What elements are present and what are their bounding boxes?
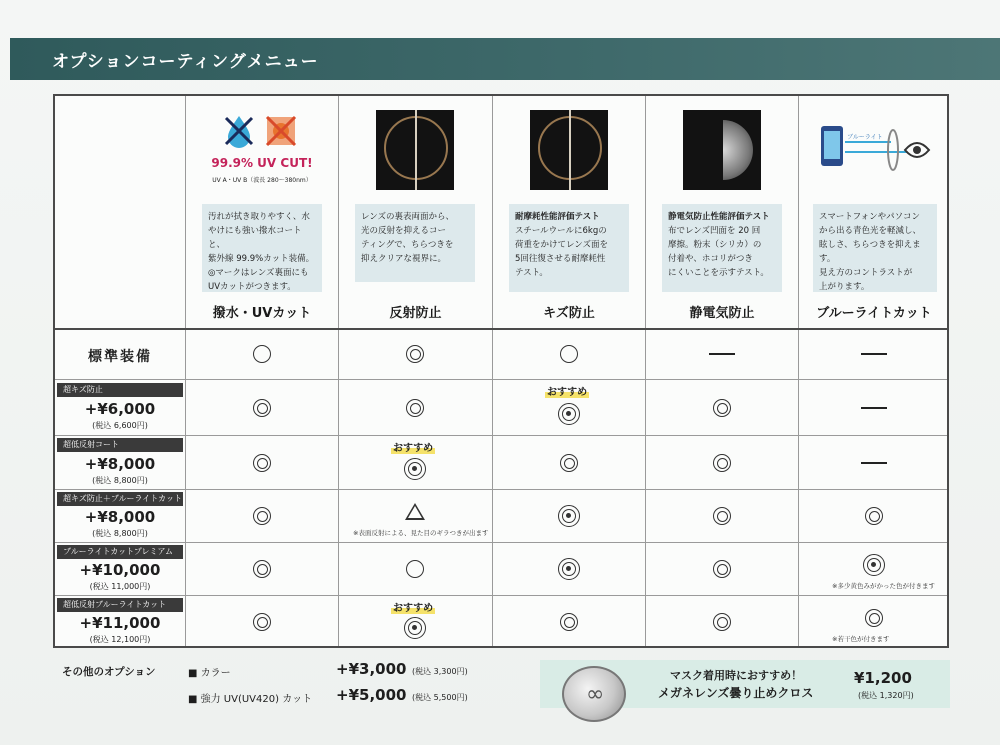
option-price: +¥6,000 [84,400,156,418]
desc-line: 荷重をかけてレンズ面を [515,240,609,250]
triple-circle-mark [558,403,580,425]
promo-price: ¥1,200 [854,669,912,687]
not-available-dash [861,407,887,409]
feature-header-scratch-resistance [493,96,645,328]
feature-label: 反射防止 [389,306,442,321]
desc-line: ティングで、ちらつきを [361,240,454,250]
page-title: オプションコーティングメニュー [10,38,1000,80]
double-circle-mark [253,560,271,578]
desc-line: 5回往復させる耐摩耗性 [515,254,606,264]
option-name: 超低反射ブルーライトカット [57,598,183,612]
water-drop-crossed-icon [222,114,256,148]
recommend-tag: おすすめ [545,383,589,398]
phone-eye-icon [819,122,931,178]
double-circle-mark [865,507,883,525]
double-circle-mark [713,613,731,631]
option-price: +¥8,000 [84,508,156,526]
option-name: 超キズ防止 [57,383,183,397]
not-available-dash [861,353,887,355]
desc-heading: 静電気防止性能評価テスト [668,212,770,222]
option-name: 超キズ防止＋ブルーライトカット [57,492,183,506]
feature-label: 静電気防止 [689,306,755,321]
feature-description [509,204,629,292]
desc-line: 抑えクリアな視界に。 [361,254,447,264]
desc-line: レンズの裏表両面から、 [361,212,455,222]
cell-note: ※多少黄色みがかった色が付きます [832,582,935,590]
feature-header-antistatic [646,96,798,328]
single-circle-mark [406,560,424,578]
desc-line: 見え方のコントラストが [819,268,913,278]
feature-description [813,204,937,292]
double-circle-mark [406,399,424,417]
lens-photo [530,110,608,190]
promo-line2: メガネレンズ曇り止めクロス [658,686,814,700]
desc-line: 上がります。 [819,282,870,292]
desc-line: テスト。 [515,268,548,278]
recommend-tag: おすすめ [391,599,435,614]
lens-photo [683,110,761,190]
option-price: +¥10,000 [79,561,161,579]
triple-circle-mark [558,505,580,527]
desc-line: スチールウールに6kgの [515,226,607,236]
feature-label: キズ防止 [543,306,595,321]
not-available-dash [861,462,887,464]
other-options-label: その他のオプション [62,666,156,678]
option-tax: (税込 6,600円) [92,421,148,430]
double-circle-mark [253,454,271,472]
blue-light-tag: ブルーライト [847,134,883,141]
cloth-case-icon: ∞ [562,666,626,722]
desc-line: 摩擦。粉末（シリカ）の [668,240,762,250]
coating-table [53,94,949,648]
feature-header-anti-reflection [339,96,492,328]
double-circle-mark [713,454,731,472]
double-circle-mark [865,609,883,627]
desc-line: 布でレンズ凹面を 20 回 [668,226,761,236]
triple-circle-mark [558,558,580,580]
grid-line [55,489,947,490]
cell-note: ※表面反射による、見た目のギラつきが出ます [353,529,489,537]
desc-line: スマートフォンやパソコン [819,212,920,222]
feature-header-water-repellent [186,96,338,328]
double-circle-mark [713,507,731,525]
triple-circle-mark [404,458,426,480]
triple-circle-mark [404,617,426,639]
footer-item-tax: (税込 5,500円) [412,693,468,702]
desc-heading: 耐摩耗性能評価テスト [515,212,600,222]
double-circle-mark [560,454,578,472]
grid-line [55,435,947,436]
feature-description [202,204,322,292]
option-name: 超低反射コート [57,438,183,452]
uv-sun-crossed-icon [264,114,298,148]
desc-line: 眩しさ、ちらつきを抑えます。 [819,240,921,264]
double-circle-mark [253,399,271,417]
double-circle-mark [713,560,731,578]
option-price: +¥11,000 [79,614,161,632]
uv-cut-badge: 99.9% UV CUT! [211,156,313,170]
option-price: +¥8,000 [84,455,156,473]
desc-line: 紫外線 99.9%カット装備。 [208,254,315,264]
grid-line [55,542,947,543]
grid-line [55,379,947,380]
option-tax: (税込 11,000円) [89,582,151,591]
desc-line: UVカットがつきます。 [208,282,296,292]
double-circle-mark [560,613,578,631]
double-circle-mark [713,399,731,417]
cell-note: ※若干色が付きます [832,635,890,643]
triangle-mark [405,503,425,520]
recommend-tag: おすすめ [391,439,435,454]
promo-line1: マスク着用時におすすめ！ [670,669,803,682]
footer-item-name: ■ 強力 UV(UV420) カット [188,694,313,705]
feature-description [662,204,782,292]
desc-line: やけにも強い撥水コートと、 [208,226,302,250]
desc-line: 光の反射を抑えるコー [361,226,447,236]
double-circle-mark [253,507,271,525]
footer-item-price: +¥5,000 [336,686,407,704]
double-circle-mark [406,345,424,363]
single-circle-mark [560,345,578,363]
single-circle-mark [253,345,271,363]
uv-cut-badge-sub: UV A・UV B（波長 280～380nm） [212,177,312,184]
lens-photo [376,110,454,190]
feature-label: ブルーライトカット [816,306,932,321]
feature-label: 撥水・UVカット [212,306,312,321]
desc-line: 付着や、ホコリがつき [668,254,753,264]
desc-line: ◎マークはレンズ裏面にも [208,268,309,278]
double-circle-mark [253,613,271,631]
footer-item-name: ■ カラー [188,668,231,679]
grid-line [55,595,947,596]
not-available-dash [709,353,735,355]
feature-header-blue-light [799,96,949,328]
desc-line: にくいことを示すテスト。 [668,268,769,278]
feature-description [355,204,475,282]
option-name: ブルーライトカットプレミアム [57,545,183,559]
desc-line: 汚れが拭き取りやすく、水 [208,212,310,222]
standard-row-label: 標準装備 [88,349,152,365]
footer-item-tax: (税込 3,300円) [412,667,468,676]
footer-item-price: +¥3,000 [336,660,407,678]
option-tax: (税込 12,100円) [89,635,151,644]
desc-line: から出る青色光を軽減し、 [819,226,922,236]
option-tax: (税込 8,800円) [92,529,148,538]
triple-circle-mark [863,554,885,576]
grid-line [55,328,947,330]
promo-tax: (税込 1,320円) [858,691,914,700]
option-tax: (税込 8,800円) [92,476,148,485]
promo-banner [540,660,950,708]
